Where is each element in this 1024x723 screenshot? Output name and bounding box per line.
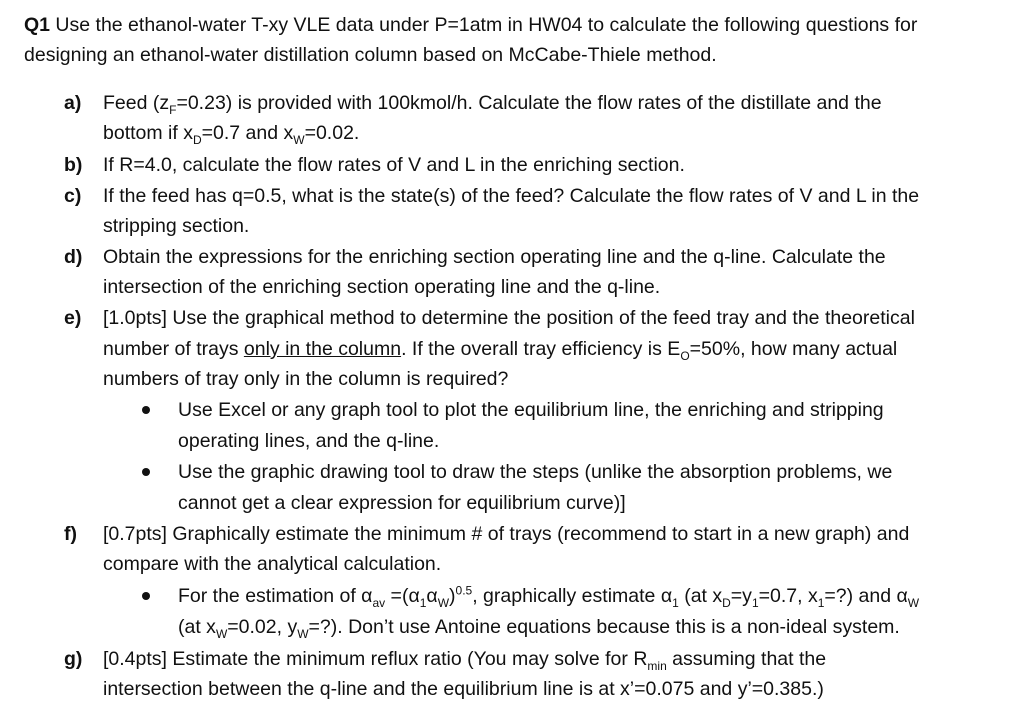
- item-e-bullet-1-line-2: operating lines, and the q-line.: [178, 430, 440, 452]
- text-run: [0.4pts] Estimate the minimum reflux ratio (You may solve for R: [103, 648, 648, 670]
- text-run: =50%, how many actual: [689, 338, 898, 360]
- subscript: 1: [672, 595, 679, 610]
- bullet-icon: [142, 592, 150, 600]
- item-e-bullet-1-line-1: Use Excel or any graph tool to plot the equilibrium line, the enriching and stripping: [178, 399, 884, 421]
- subscript: F: [169, 102, 177, 117]
- subscript: min: [647, 658, 667, 673]
- text-run: =0.23) is provided with 100kmol/h. Calculate the flow rates of the distillate and the: [176, 92, 882, 114]
- item-label-c: c): [64, 185, 82, 207]
- text-run: number of trays: [103, 338, 244, 360]
- underlined-text: only in the column: [243, 338, 402, 360]
- text-run: =0.7 and x: [201, 122, 294, 144]
- item-label-e: e): [64, 307, 82, 329]
- text-run: Feed (z: [103, 92, 170, 114]
- item-c-line-1: If the feed has q=0.5, what is the state(s) of the feed? Calculate the flow rates of V and L in the: [103, 185, 920, 207]
- text-run: =0.02, y: [227, 616, 298, 638]
- text-run: =?). Don’t use Antoine equations because this is a non-ideal system.: [308, 616, 900, 638]
- subscript: W: [297, 626, 309, 641]
- item-label-d: d): [64, 246, 83, 268]
- item-label-a: a): [64, 92, 82, 114]
- text-run: =?) and: [824, 585, 897, 607]
- item-g-line-1: [103, 646, 826, 672]
- text-run: . If the overall tray efficiency is E: [401, 338, 681, 360]
- item-d-line-1: Obtain the expressions for the enriching section operating line and the q-line. Calculate the: [103, 246, 886, 268]
- subscript: W: [215, 626, 228, 641]
- item-a-line-2: [103, 120, 359, 146]
- subscript: D: [722, 595, 731, 610]
- subscript: 1: [419, 595, 427, 610]
- item-label-b: b): [64, 154, 83, 176]
- subscript: W: [437, 595, 450, 610]
- item-e-line-3: numbers of tray only in the column is required?: [103, 368, 509, 390]
- text-run: assuming that the: [666, 648, 827, 670]
- item-e-bullet-2-line-1: Use the graphic drawing tool to draw the steps (unlike the absorption problems, we: [178, 461, 893, 483]
- item-e-line-1: [1.0pts] Use the graphical method to determine the position of the feed tray and the theoretical: [103, 307, 915, 329]
- item-e-bullet-2-line-2: cannot get a clear expression for equilibrium curve)]: [178, 492, 626, 514]
- item-g-line-2: intersection between the q-line and the equilibrium line is at x’=0.075 and y’=0.385.): [103, 678, 824, 700]
- alpha-symbol: α: [896, 585, 908, 607]
- text-run: =0.02.: [304, 122, 360, 144]
- item-b-line-1: If R=4.0, calculate the flow rates of V and L in the enriching section.: [103, 154, 685, 176]
- text-run: (at x: [678, 585, 723, 607]
- text-run: =0.7, x: [758, 585, 818, 607]
- text-run: =(: [385, 585, 409, 607]
- subscript: W: [293, 132, 305, 147]
- question-q1-line-2: designing an ethanol-water distillation column based on McCabe-Thiele method.: [24, 44, 717, 66]
- bullet-icon: [142, 468, 150, 476]
- alpha-symbol: α: [426, 585, 438, 607]
- item-a-line-1: [103, 90, 882, 116]
- item-label-f: f): [64, 523, 77, 545]
- subscript: av: [372, 595, 386, 610]
- superscript: 0.5: [455, 583, 473, 598]
- item-e-line-2: [103, 336, 897, 362]
- text-run: ): [449, 585, 456, 607]
- text-run: bottom if x: [103, 122, 193, 144]
- alpha-symbol: α: [660, 585, 673, 607]
- subscript: O: [680, 348, 690, 363]
- subscript: W: [907, 595, 920, 610]
- bullet-icon: [142, 406, 150, 414]
- text-run: For the estimation of: [178, 585, 362, 607]
- text-run: , graphically estimate: [472, 585, 661, 607]
- text-run: (at x: [178, 616, 216, 638]
- alpha-symbol: α: [361, 585, 373, 607]
- item-f-line-1: [0.7pts] Graphically estimate the minimum # of trays (recommend to start in a new graph) and: [103, 523, 910, 545]
- item-f-bullet-line-1: [178, 583, 919, 609]
- question-q1-line-1: [24, 12, 917, 38]
- text-run: =y: [730, 585, 752, 607]
- item-label-g: g): [64, 648, 83, 670]
- question-label: Q1: [24, 14, 51, 36]
- question-intro-text: Use the ethanol-water T-xy VLE data under P=1atm in HW04 to calculate the following questions for: [50, 14, 918, 36]
- item-f-line-2: compare with the analytical calculation.: [103, 553, 442, 575]
- subscript: 1: [817, 595, 825, 610]
- item-c-line-2: stripping section.: [103, 215, 250, 237]
- alpha-symbol: α: [408, 585, 420, 607]
- item-f-bullet-line-2: [178, 614, 900, 640]
- item-d-line-2: intersection of the enriching section operating line and the q-line.: [103, 276, 661, 298]
- subscript: D: [192, 132, 202, 147]
- subscript: 1: [751, 595, 759, 610]
